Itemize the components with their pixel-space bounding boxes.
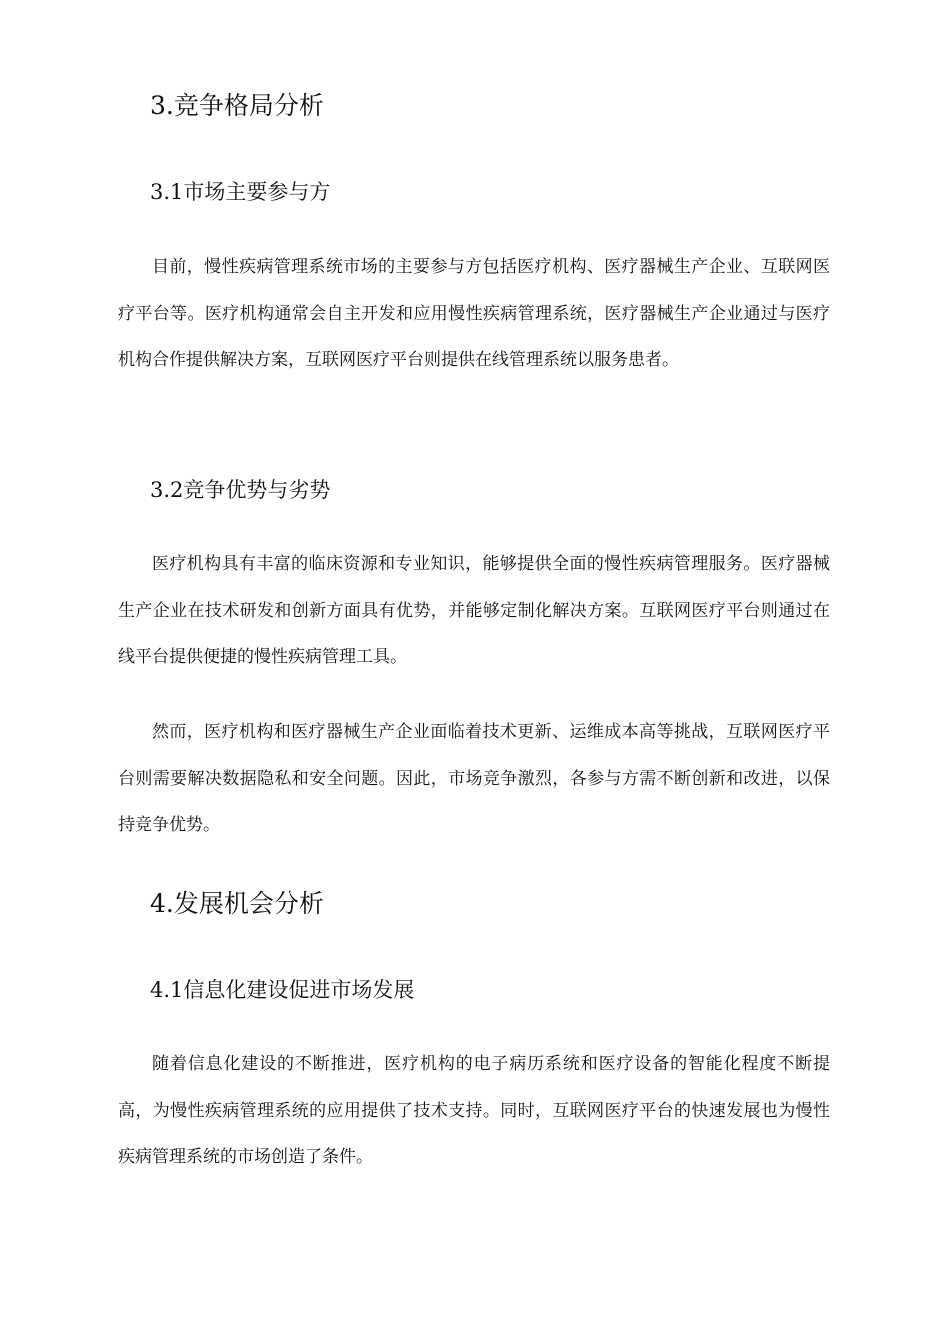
paragraph-3-2-b: 然而，医疗机构和医疗器械生产企业面临着技术更新、运维成本高等挑战，互联网医疗平台则需要解决数据隐私和安全问题。因此，市场竞争激烈，各参与方需不断创新和改进，以保持竞争优势。 bbox=[118, 722, 830, 835]
heading-section-3-1: 3.1市场主要参与方 bbox=[150, 180, 331, 204]
paragraph-4-1: 随着信息化建设的不断推进，医疗机构的电子病历系统和医疗设备的智能化程度不断提高，为慢性疾病管理系统的应用提供了技术支持。同时，互联网医疗平台的快速发展也为慢性疾病管理系统的市场创造了条件。 bbox=[118, 1054, 830, 1167]
heading-section-3-2: 3.2竞争优势与劣势 bbox=[150, 478, 331, 502]
paragraph-3-1: 目前，慢性疾病管理系统市场的主要参与方包括医疗机构、医疗器械生产企业、互联网医疗平台等。医疗机构通常会自主开发和应用慢性疾病管理系统，医疗器械生产企业通过与医疗机构合作提供解决方案，互联网医疗平台则提供在线管理系统以服务患者。 bbox=[118, 257, 830, 370]
heading-section-4: 4.发展机会分析 bbox=[150, 889, 324, 918]
heading-section-3: 3.竞争格局分析 bbox=[150, 91, 324, 120]
paragraph-3-2-a: 医疗机构具有丰富的临床资源和专业知识，能够提供全面的慢性疾病管理服务。医疗器械生产企业在技术研发和创新方面具有优势，并能够定制化解决方案。互联网医疗平台则通过在线平台提供便捷的慢性疾病管理工具。 bbox=[118, 554, 830, 667]
heading-section-4-1: 4.1信息化建设促进市场发展 bbox=[150, 978, 415, 1002]
